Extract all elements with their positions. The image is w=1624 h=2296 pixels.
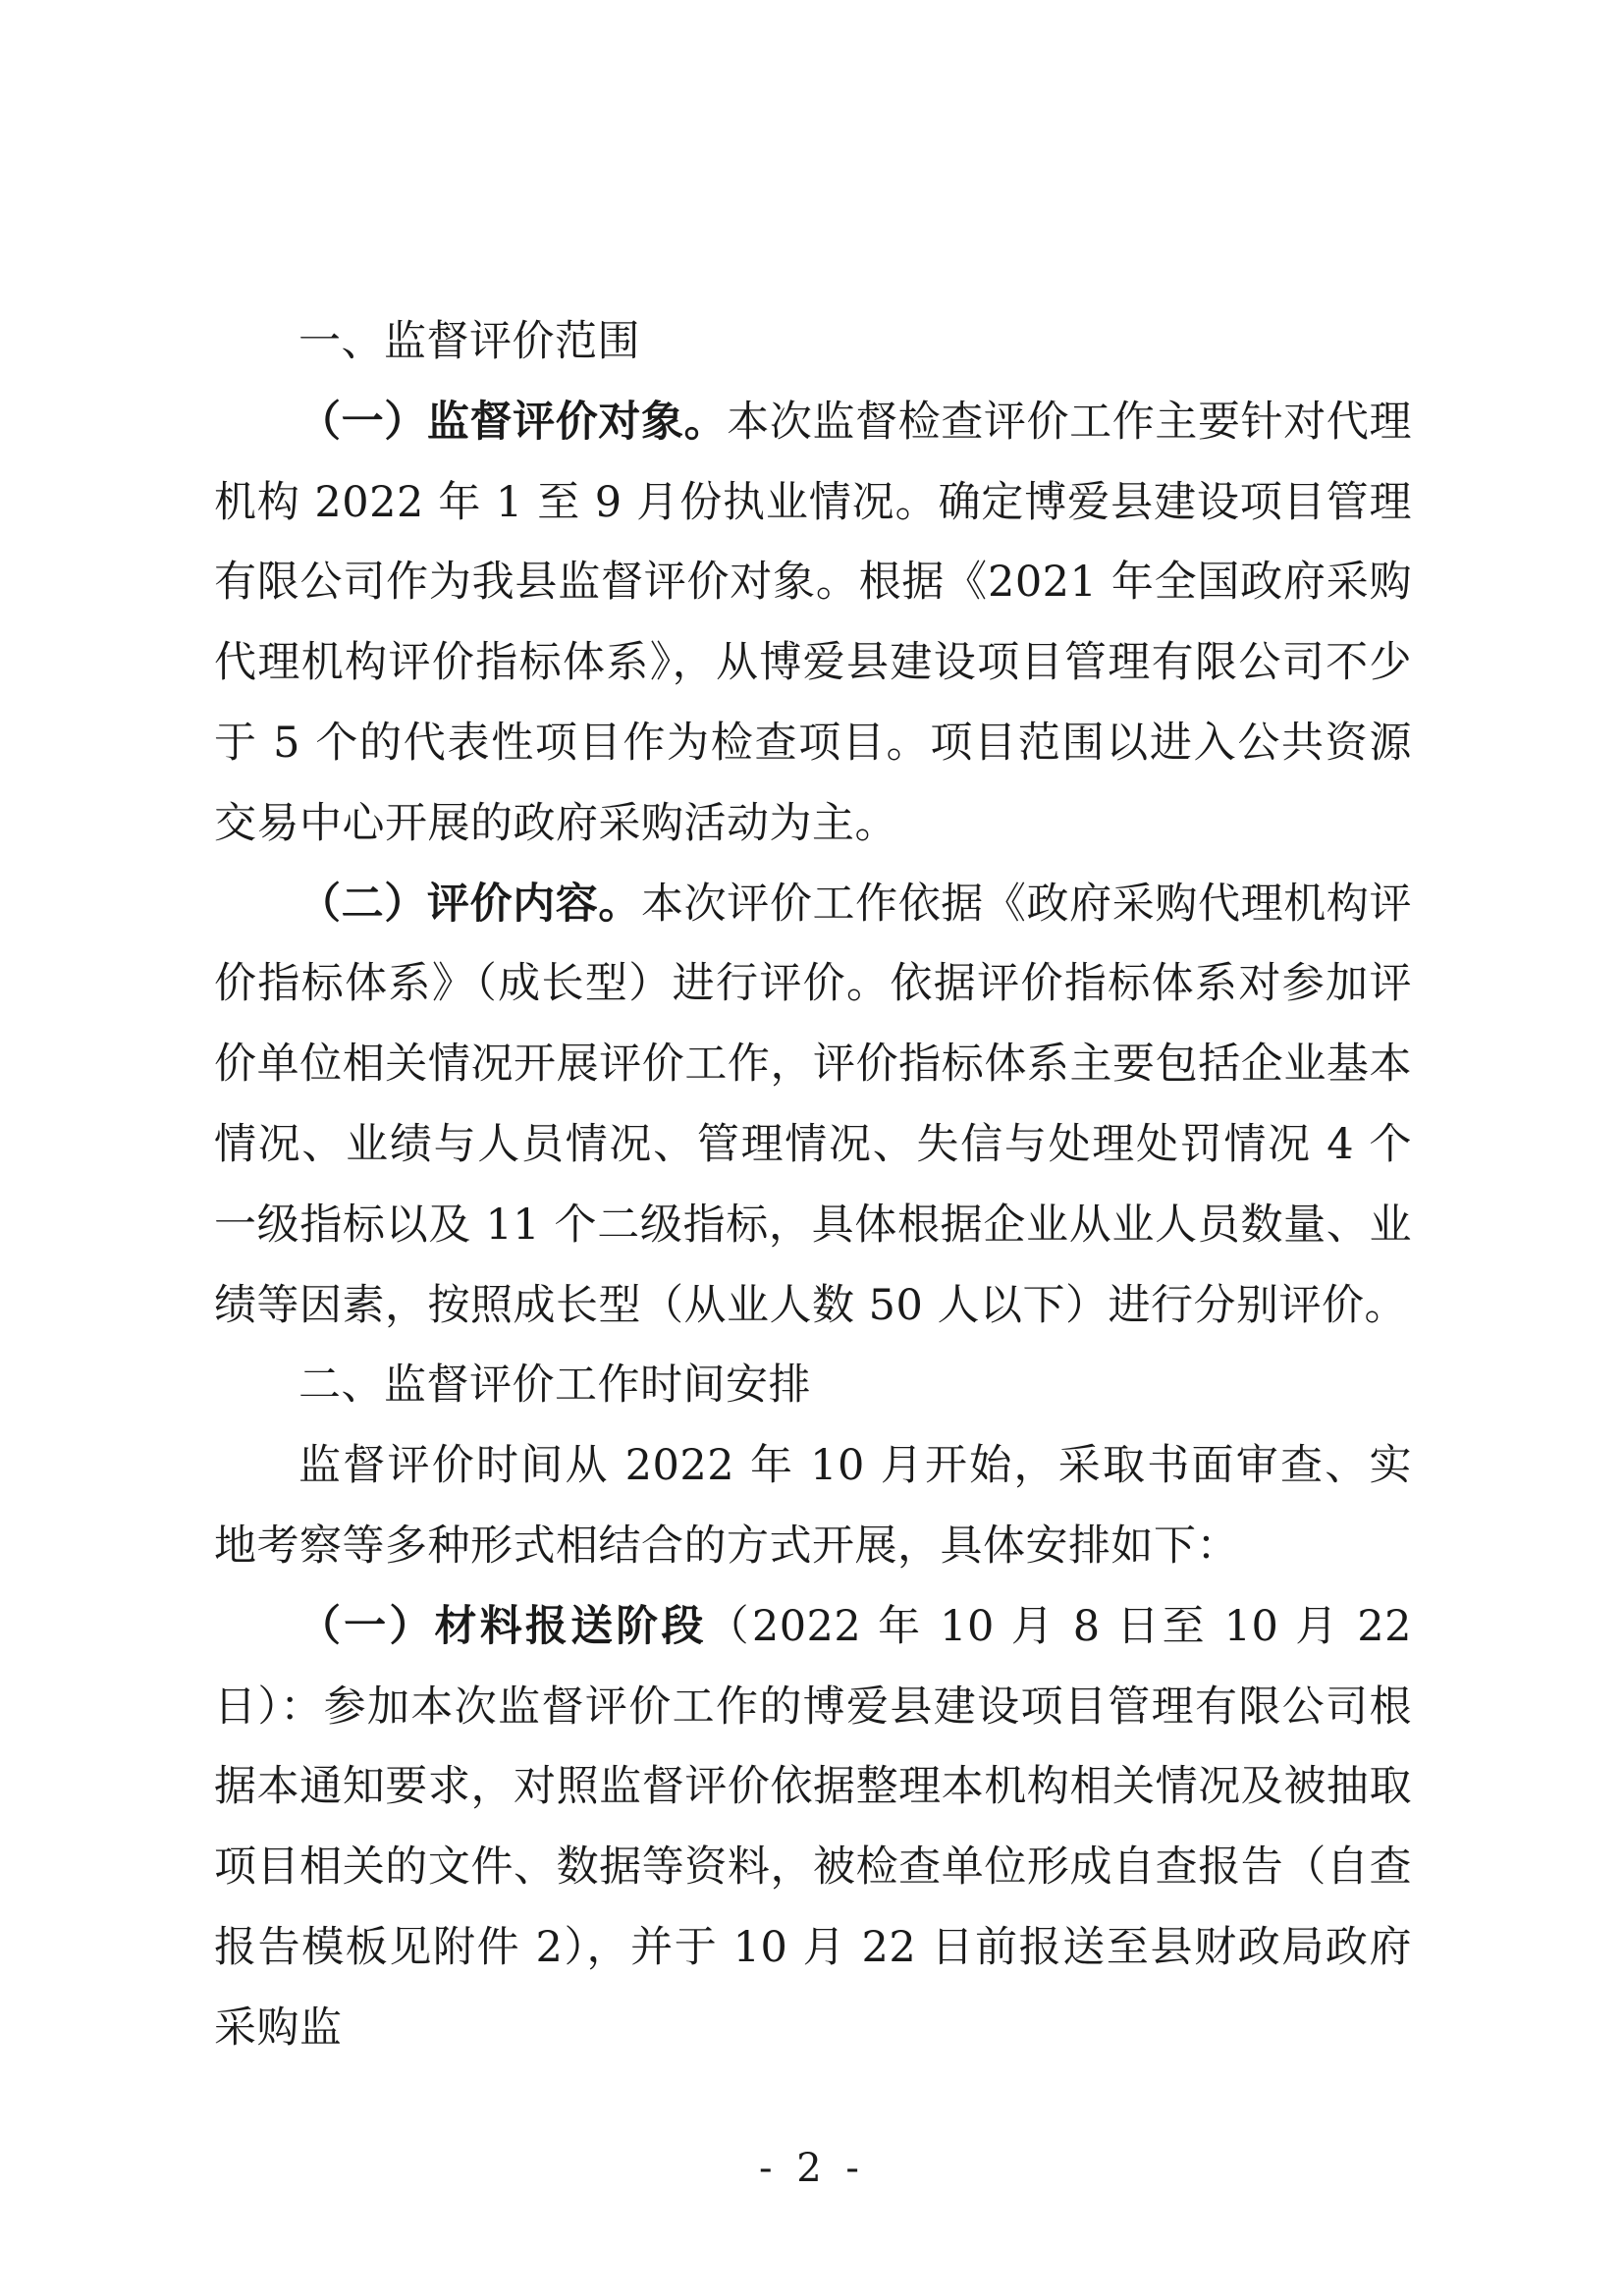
paragraph-text: 本次监督检查评价工作主要针对代理机构 2022 年 1 至 9 月份执业情况。确定博爱县建设项目管理有限公司作为我县监督评价对象。根据《2021 年全国政府采购代理机构评价指标体系》，从博爱县建设项目管理有限公司不少于 5 个的代表性项目作为检查项目。项目范围以进入公共资源交易中心开展的政府采购活动为主。 bbox=[214, 397, 1413, 848]
body-paragraph bbox=[214, 383, 1412, 865]
paragraph-lead: （二）评价内容。 bbox=[298, 879, 641, 929]
body-paragraph bbox=[214, 1426, 1412, 1587]
heading-text: 一、监督评价范围 bbox=[298, 317, 640, 366]
body-paragraph bbox=[214, 865, 1412, 1347]
paragraph-text: 本次评价工作依据《政府采购代理机构评价指标体系》（成长型）进行评价。依据评价指标体系对参加评价单位相关情况开展评价工作，评价指标体系主要包括企业基本情况、业绩与人员情况、管理情况、失信与处理处罚情况 4 个一级指标以及 11 个二级指标，具体根据企业从业人员数量、业绩等因素，按照成长型（从业人数 50 人以下）进行分别评价。 bbox=[214, 879, 1413, 1330]
paragraph-text: （2022 年 10 月 8 日至 10 月 22 日）：参加本次监督评价工作的博爱县建设项目管理有限公司根据本通知要求，对照监督评价依据整理本机构相关情况及被抽取项目相关的文件、数据等资料，被检查单位形成自查报告（自查报告模板见附件 2），并于 10 月 22 日前报送至县财政局政府采购监 bbox=[214, 1601, 1412, 2053]
heading-text: 二、监督评价工作时间安排 bbox=[298, 1361, 811, 1411]
body-paragraph bbox=[214, 1587, 1412, 2069]
section-heading bbox=[214, 1346, 1412, 1426]
document-body bbox=[214, 302, 1412, 2069]
paragraph-lead: （一）材料报送阶段 bbox=[298, 1601, 707, 1651]
paragraph-lead: （一）监督评价对象。 bbox=[298, 397, 728, 447]
page-number: - 2 - bbox=[759, 2146, 865, 2191]
section-heading bbox=[214, 302, 1412, 383]
paragraph-text: 监督评价时间从 2022 年 10 月开始，采取书面审查、实地考察等多种形式相结合的方式开展，具体安排如下： bbox=[214, 1441, 1412, 1571]
